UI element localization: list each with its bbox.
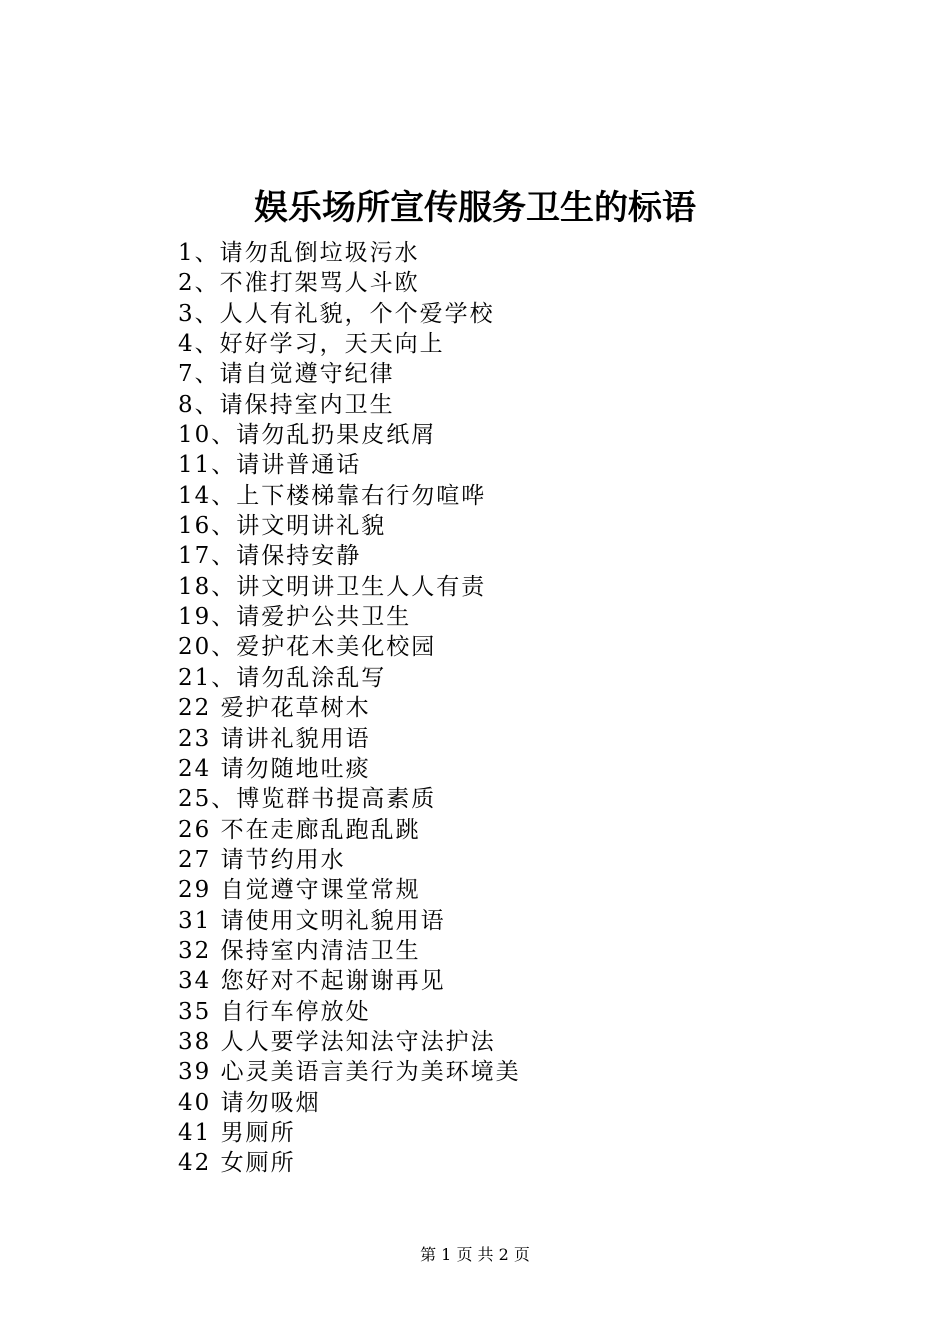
slogan-item: 38 人人要学法知法守法护法 <box>178 1028 496 1055</box>
slogan-item: 21、请勿乱涂乱写 <box>178 664 387 691</box>
slogan-item: 40 请勿吸烟 <box>178 1089 321 1116</box>
slogan-item: 27 请节约用水 <box>178 846 346 873</box>
page-footer: 第 1 页 共 2 页 <box>420 1245 530 1264</box>
slogan-item: 32 保持室内清洁卫生 <box>178 937 421 964</box>
slogan-item: 19、请爱护公共卫生 <box>178 604 412 631</box>
slogan-item: 23 请讲礼貌用语 <box>178 725 371 752</box>
slogan-item: 18、讲文明讲卫生人人有责 <box>178 573 487 600</box>
slogan-item: 7、请自觉遵守纪律 <box>178 361 395 388</box>
document-title: 娱乐场所宣传服务卫生的标语 <box>254 188 696 228</box>
slogan-item: 24 请勿随地吐痰 <box>178 755 371 782</box>
slogan-item: 39 心灵美语言美行为美环境美 <box>178 1059 521 1086</box>
slogan-item: 4、好好学习，天天向上 <box>178 331 445 358</box>
slogan-item: 25、博览群书提高素质 <box>178 786 437 813</box>
slogan-item: 34 您好对不起谢谢再见 <box>178 968 446 995</box>
slogan-item: 29 自觉遵守课堂常规 <box>178 877 421 904</box>
slogan-item: 3、人人有礼貌，个个爱学校 <box>178 300 495 327</box>
slogan-item: 20、爱护花木美化校园 <box>178 634 437 661</box>
slogan-item: 8、请保持室内卫生 <box>178 391 395 418</box>
slogan-item: 35 自行车停放处 <box>178 998 371 1025</box>
slogan-item: 11、请讲普通话 <box>178 452 362 479</box>
slogan-item: 14、上下楼梯靠右行勿喧哗 <box>178 482 487 509</box>
slogan-item: 41 男厕所 <box>178 1119 296 1146</box>
slogan-item: 2、不准打架骂人斗欧 <box>178 270 420 297</box>
slogan-list <box>178 238 521 1179</box>
slogan-item: 42 女厕所 <box>178 1150 296 1177</box>
slogan-item: 10、请勿乱扔果皮纸屑 <box>178 422 437 449</box>
slogan-item: 31 请使用文明礼貌用语 <box>178 907 446 934</box>
slogan-item: 1、请勿乱倒垃圾污水 <box>178 240 420 266</box>
slogan-item: 17、请保持安静 <box>178 543 362 570</box>
slogan-item: 26 不在走廊乱跑乱跳 <box>178 816 421 843</box>
slogan-item: 22 爱护花草树木 <box>178 695 371 722</box>
slogan-item: 16、讲文明讲礼貌 <box>178 513 387 540</box>
